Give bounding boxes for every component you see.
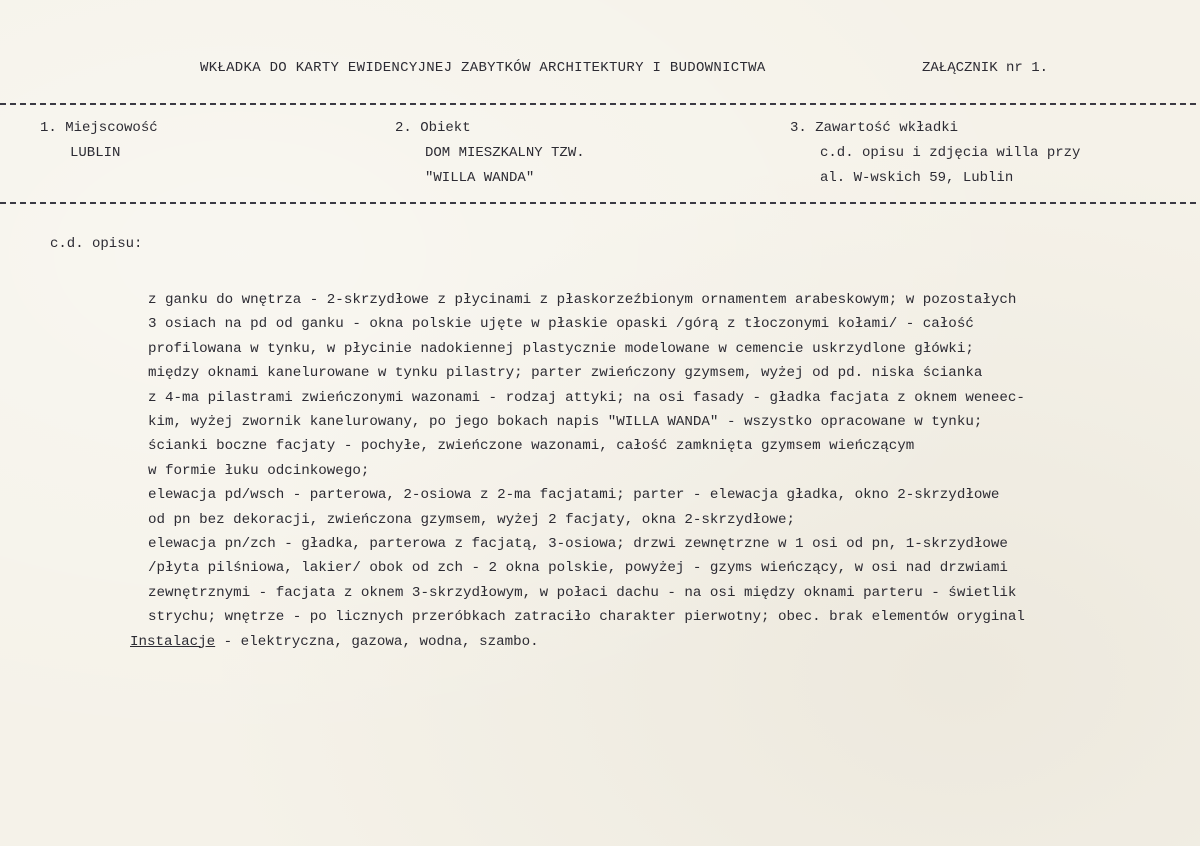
contents-field [790, 116, 1080, 191]
description-line: z 4-ma pilastrami zwieńczonymi wazonami - rodzaj attyki; na osi fasady - gładka facjata z oknem weneec- [148, 389, 1025, 406]
description-text [130, 288, 1200, 654]
description-line: ścianki boczne facjaty - pochyłe, zwieńczone wazonami, całość zamknięta gzymsem wieńczącym [148, 438, 915, 455]
description-line: w formie łuku odcinkowego; [148, 462, 370, 479]
object-value-line: DOM MIESZKALNY TZW. [425, 145, 585, 161]
object-value-line: "WILLA WANDA" [425, 170, 535, 186]
description-line: strychu; wnętrze - po licznych przeróbkach zatraciło charakter pierwotny; obec. brak elementów oryginal [148, 609, 1025, 626]
locality-field [40, 116, 158, 166]
document-title: WKŁADKA DO KARTY EWIDENCYJNEJ ZABYTKÓW ARCHITEKTURY I BUDOWNICTWA [200, 60, 766, 76]
description-line: kim, wyżej zwornik kanelurowany, po jego bokach napis "WILLA WANDA" - wszystko opracowane w tynku; [148, 414, 983, 431]
object-field [395, 116, 585, 191]
locality-value: LUBLIN [70, 145, 121, 161]
description-line: od pn bez dekoracji, zwieńczona gzymsem, wyżej 2 facjaty, okna 2-skrzydłowe; [148, 511, 796, 528]
description-line: między oknami kanelurowane w tynku pilastry; parter zwieńczony gzymsem, wyżej od pd. niska ścianka [148, 365, 983, 382]
description-line: zewnętrznymi - facjata z oknem 3-skrzydłowym, w połaci dachu - na osi między oknami parteru - świetlik [148, 584, 1017, 601]
installations-text: - elektryczna, gazowa, wodna, szambo. [215, 633, 539, 650]
description-line: elewacja pn/zch - gładka, parterowa z facjatą, 3-osiowa; drzwi zewnętrzne w 1 osi od pn, 1-skrzydłowe [148, 536, 1008, 553]
object-label: 2. Obiekt [395, 120, 471, 136]
description-line: /płyta pilśniowa, lakier/ obok od zch - 2 okna polskie, powyżej - gzyms wieńczący, w osi nad drzwiami [148, 560, 1008, 577]
description-line: 3 osiach na pd od ganku - okna polskie ujęte w płaskie opaski /górą z tłoczonymi kołami/ - całość [148, 316, 974, 333]
section-label: c.d. opisu: [50, 236, 143, 252]
description-line: z ganku do wnętrza - 2-skrzydłowe z płycinami z płaskorzeźbionym ornamentem arabeskowym; w pozostałych [148, 292, 1017, 308]
contents-value-line: al. W-wskich 59, Lublin [820, 170, 1014, 186]
description-line: elewacja pd/wsch - parterowa, 2-osiowa z 2-ma facjatami; parter - elewacja gładka, okno 2-skrzydłowe [148, 487, 1000, 504]
top-divider [0, 103, 1196, 105]
installations-line [130, 630, 1200, 654]
bottom-divider [0, 202, 1196, 204]
installations-label: Instalacje [130, 633, 216, 650]
description-line: profilowana w tynku, w płycinie nadokiennej plastycznie modelowane w cemencie uskrzydlone główki; [148, 340, 974, 357]
locality-label: 1. Miejscowość [40, 120, 158, 136]
contents-label: 3. Zawartość wkładki [790, 120, 959, 136]
annex-number: ZAŁĄCZNIK nr 1. [922, 60, 1049, 76]
contents-value-line: c.d. opisu i zdjęcia willa przy [820, 145, 1081, 161]
